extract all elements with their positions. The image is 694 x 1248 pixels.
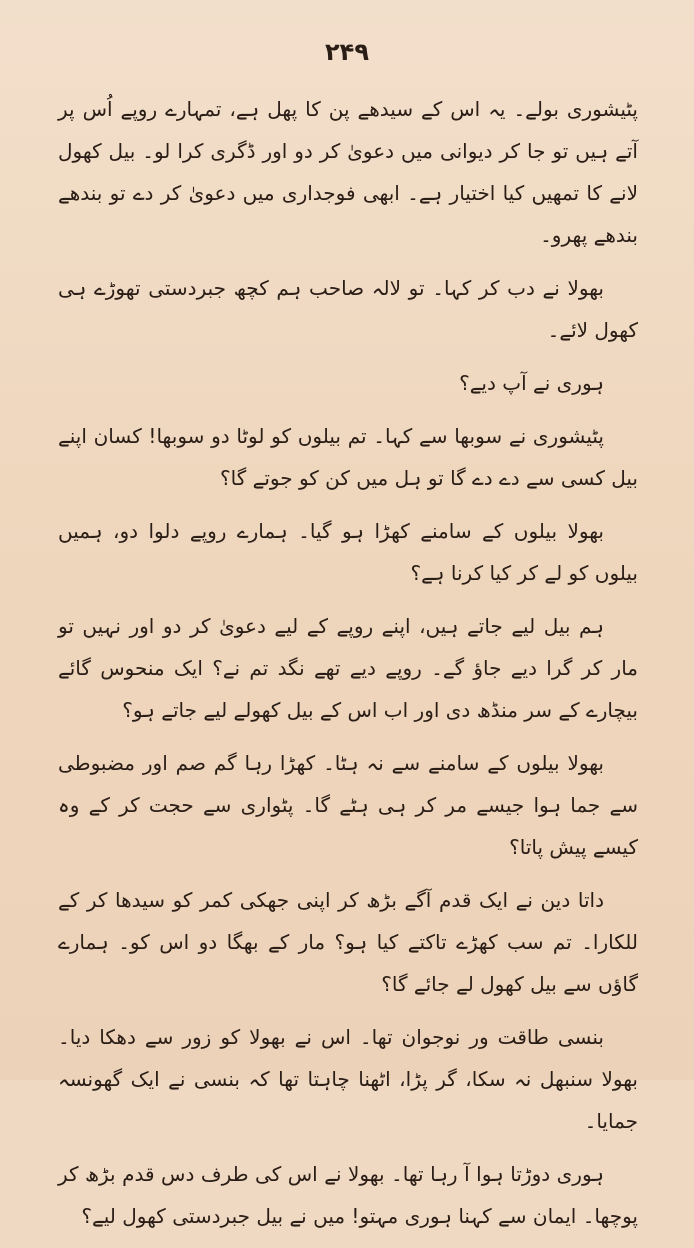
page-body-text bbox=[58, 88, 638, 1248]
paragraph-8: داتا دین نے ایک قدم آگے بڑھ کر اپنی جھکی کمر کو سیدھا کر کے للکارا۔ تم سب کھڑے تاکتے کیا ہو؟ مار کے بھگا دو اس کو۔ ہمارے گاؤں سے بیل کھول لے جائے گا؟ bbox=[58, 888, 638, 996]
paragraph-10: ہوری دوڑتا ہوا آ رہا تھا۔ بھولا نے اس کی طرف دس قدم بڑھ کر پوچھا۔ ایمان سے کہنا ہوری مہتو! میں نے بیل جبردستی کھول لیے؟ bbox=[58, 1162, 638, 1228]
paragraph-3: ہوری نے آپ دیے؟ bbox=[459, 371, 604, 395]
paragraph-2: بھولا نے دب کر کہا۔ تو لالہ صاحب ہم کچھ جبردستی تھوڑے ہی کھول لائے۔ bbox=[58, 276, 638, 342]
paragraph-7: بھولا بیلوں کے سامنے سے نہ ہٹا۔ کھڑا رہا گم صم اور مضبوطی سے جما ہوا جیسے مر کر ہی ہٹے گا۔ پٹواری سے حجت کر کے وہ کیسے پیش پاتا؟ bbox=[58, 751, 638, 859]
paragraph-5: بھولا بیلوں کے سامنے کھڑا ہو گیا۔ ہمارے روپے دلوا دو، ہمیں بیلوں کو لے کر کیا کرنا ہے؟ bbox=[58, 519, 638, 585]
paragraph-1: پٹیشوری بولے۔ یہ اس کے سیدھے پن کا پھل ہے، تمہارے روپے اُس پر آتے ہیں تو جا کر دیوانی میں دعویٰ کر دو اور ڈگری کرا لو۔ بیل کھول لانے کا تمھیں کیا اختیار ہے۔ ابھی فوجداری میں دعویٰ کر دے تو بندھے بندھے پھرو۔ bbox=[58, 97, 638, 247]
page-number: ۲۴۹ bbox=[325, 38, 369, 66]
paragraph-6: ہم بیل لیے جاتے ہیں، اپنے روپے کے لیے دعویٰ کر دو اور نہیں تو مار کر گرا دیے جاؤ گے۔ روپے دیے تھے نگد تم نے؟ ایک منحوس گائے بیچارے کے سر منڈھ دی اور اب اس کے بیل کھولے لیے جاتے ہو؟ bbox=[58, 614, 638, 722]
paragraph-4: پٹیشوری نے سوبھا سے کہا۔ تم بیلوں کو لوٹا دو سوبھا! کسان اپنے بیل کسی سے دے دے گا تو ہل میں کن کو جوتے گا؟ bbox=[58, 424, 638, 490]
paragraph-9: بنسی طاقت ور نوجوان تھا۔ اس نے بھولا کو زور سے دھکا دیا۔ بھولا سنبھل نہ سکا، گر پڑا، اٹھنا چاہتا تھا کہ بنسی نے ایک گھونسہ جمایا۔ bbox=[58, 1025, 638, 1133]
